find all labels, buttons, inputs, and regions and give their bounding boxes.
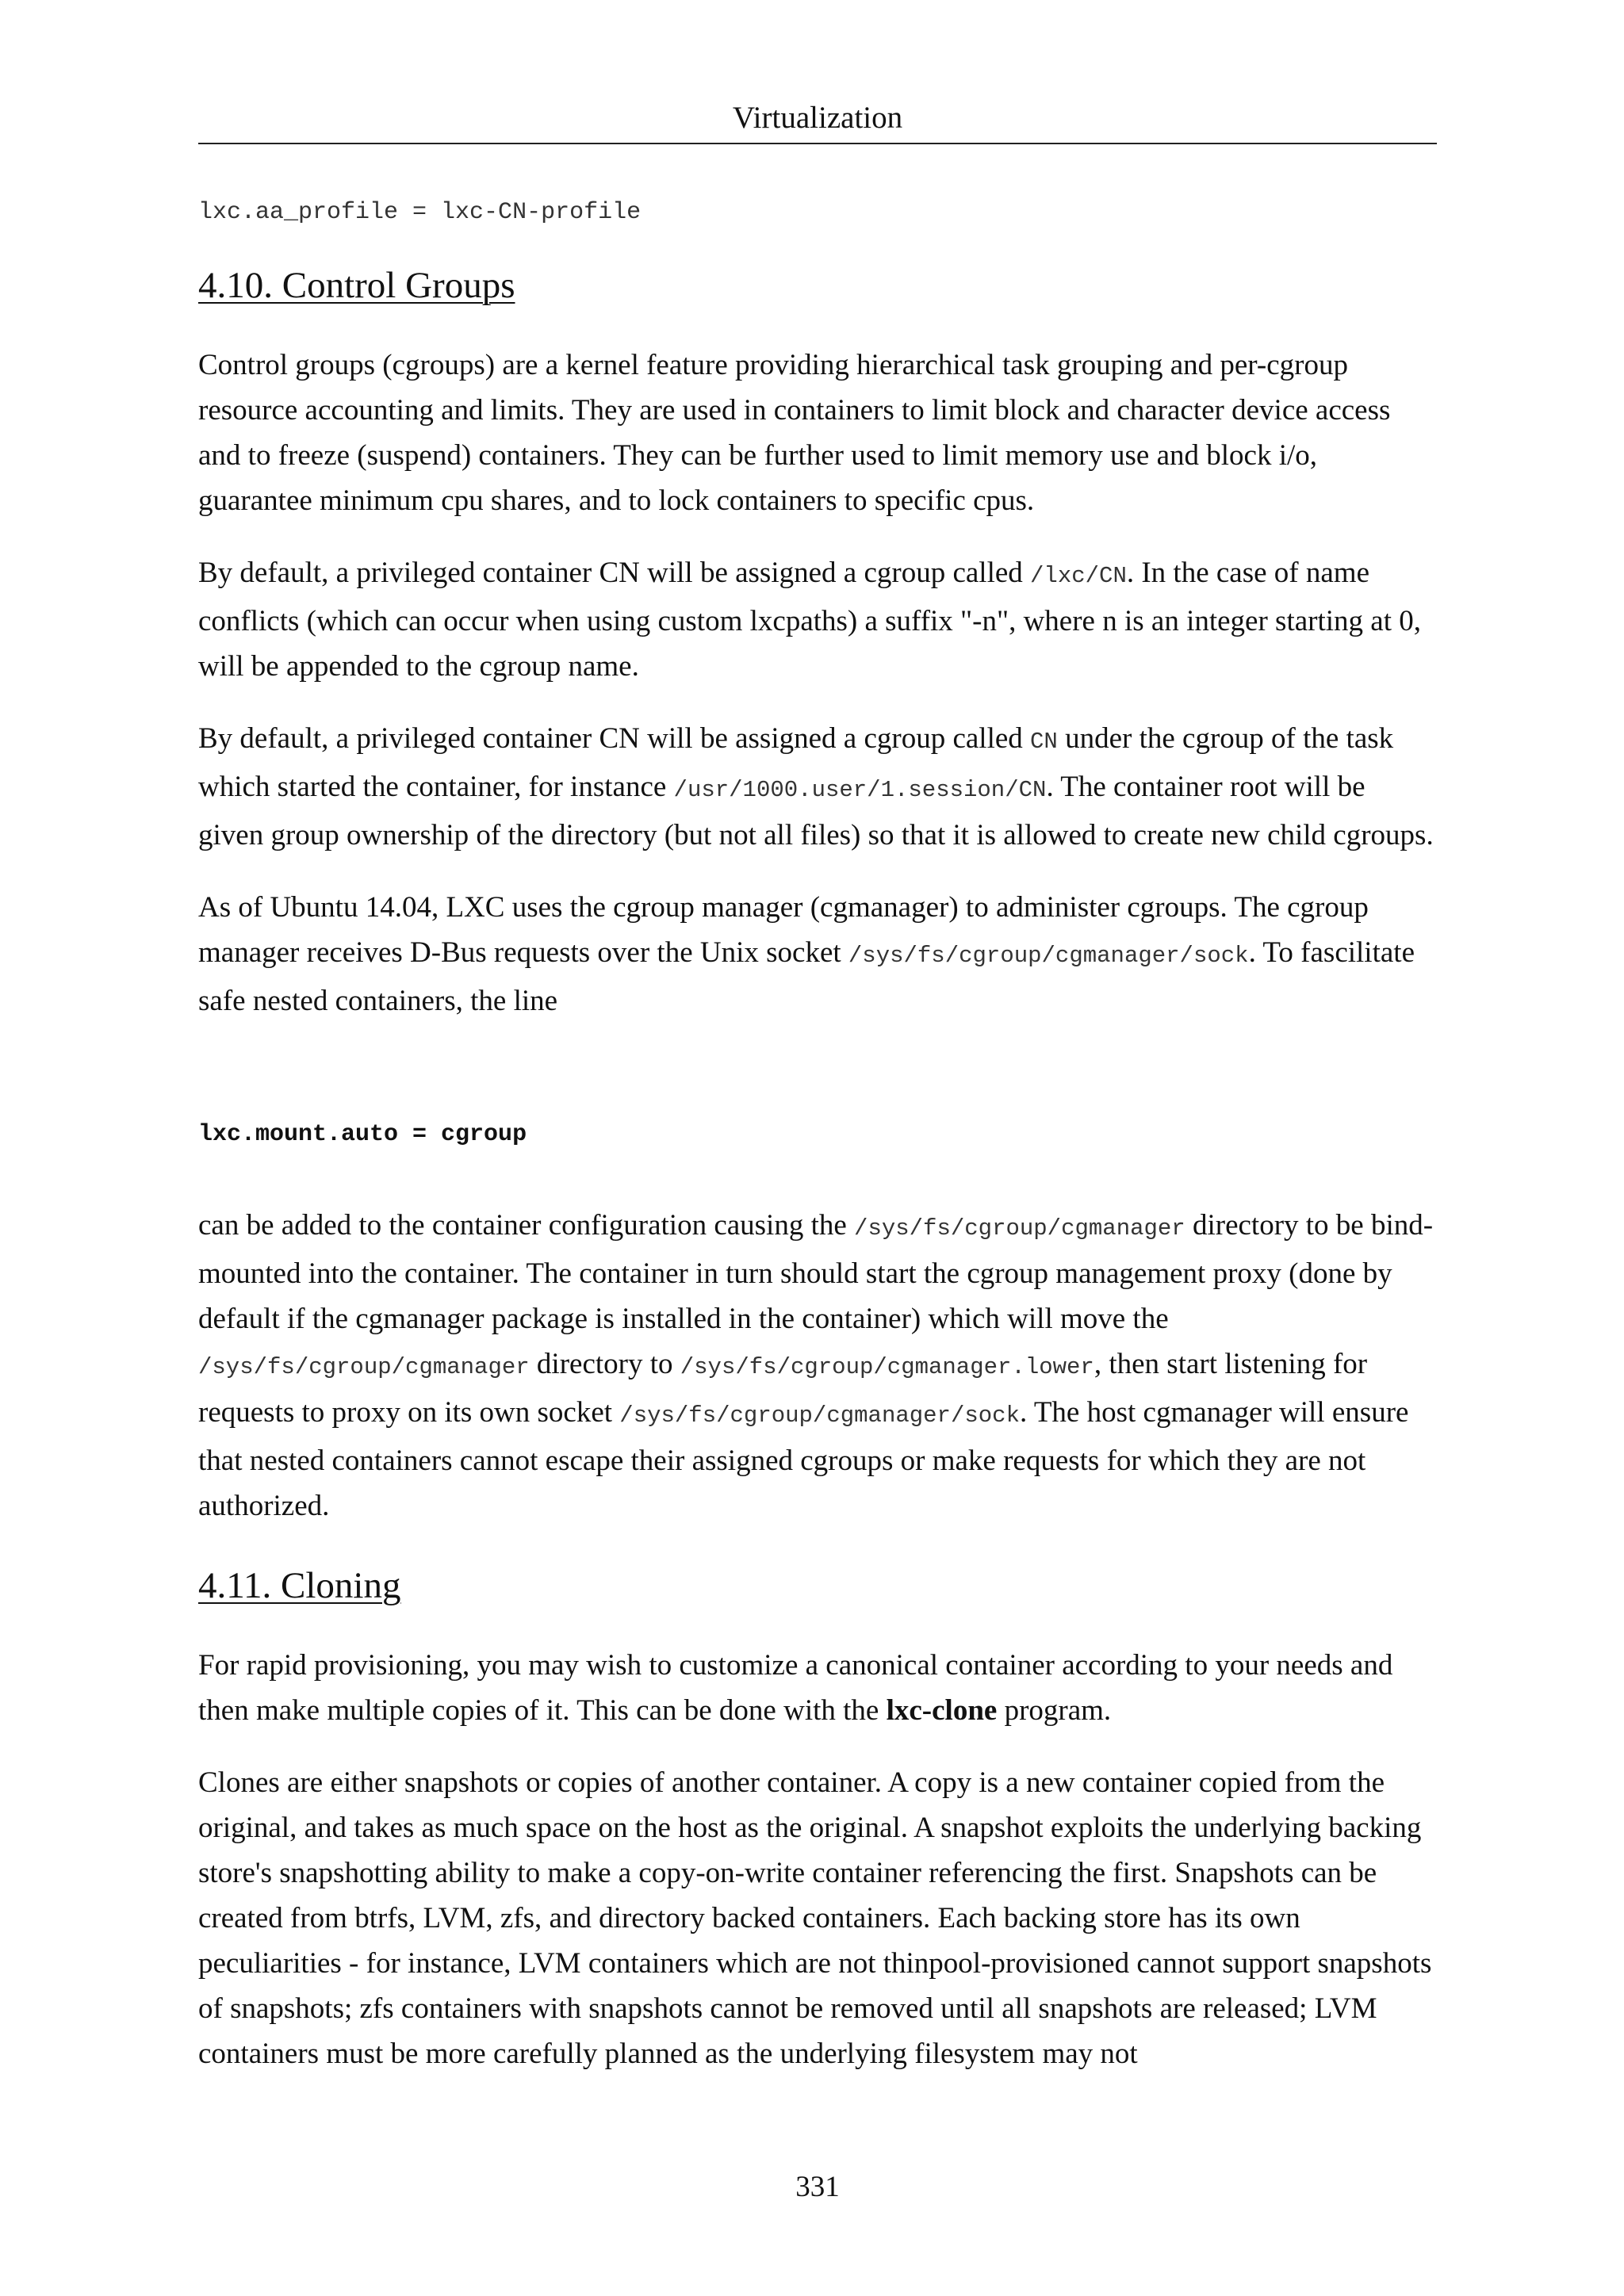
- text-run: directory to be bind-mounted into the container. The container in turn should start the cgroup management proxy (done by default if the cgmanager package is installed in the container) which will move the: [198, 1209, 1434, 1335]
- text-run: , then start listening for requests to proxy on its own socket: [198, 1348, 1368, 1429]
- text-run: . In the case of name conflicts (which can occur when using custom lxcpaths) a suffix "-n", where n is an integer starting at 0, will be appended to the cgroup name.: [198, 557, 1421, 683]
- paragraph-nested-proxy: [198, 1203, 1437, 1529]
- paragraph-privileged-cgroup: [198, 550, 1437, 689]
- inline-code-cgmanager-sock-2: /sys/fs/cgroup/cgmanager/sock: [619, 1402, 1020, 1429]
- running-header: Virtualization: [732, 101, 903, 135]
- text-run: . To fascilitate safe nested containers, the line: [198, 936, 1415, 1017]
- inline-code-cgmanager-lower: /sys/fs/cgroup/cgmanager.lower: [680, 1354, 1094, 1380]
- code-line-aa-profile: lxc.aa_profile = lxc-CN-profile: [198, 199, 642, 226]
- paragraph-clones-snapshots: Clones are either snapshots or copies of another container. A copy is a new container copied from the original, and takes as much space on the host as the original. A snapshot exploits the underlying backing store's snapshotting ability to make a copy-on-write container referencing the first. Snapshots can be created from btrfs, LVM, zfs, and directory backed containers. Each backing store has its own peculiarities - for instance, LVM containers which are not thinpool-provisioned cannot support snapshots of snapshots; zfs containers with snapshots cannot be removed until all snapshots are released; LVM containers must be more carefully planned as the underlying filesystem may not: [198, 1766, 1432, 2070]
- text-run: . The host cgmanager will ensure that nested containers cannot escape their assigned cgroups or make requests for which they are not authorized.: [198, 1396, 1409, 1522]
- document-page: [198, 0, 1437, 2296]
- text-run: directory to: [529, 1348, 680, 1380]
- paragraph-cgmanager: [198, 885, 1437, 1024]
- code-block-mount-auto: lxc.mount.auto = cgroup: [198, 1121, 527, 1148]
- inline-code-cgmanager-sock: /sys/fs/cgroup/cgmanager/sock: [848, 943, 1249, 969]
- header-rule: [198, 143, 1437, 144]
- inline-code-cgmanager-dir-2: /sys/fs/cgroup/cgmanager: [198, 1354, 530, 1380]
- inline-code-cgmanager-dir: /sys/fs/cgroup/cgmanager: [854, 1215, 1185, 1242]
- text-run: By default, a privileged container CN will be assigned a cgroup called: [198, 722, 1031, 755]
- paragraph-cgroups-intro: Control groups (cgroups) are a kernel feature providing hierarchical task grouping and per-cgroup resource accounting and limits. They are used in containers to limit block and character device access and to freeze (suspend) containers. They can be further used to limit memory use and block i/o, guarantee minimum cpu shares, and to lock containers to specific cpus.: [198, 349, 1391, 517]
- paragraph-rapid-provisioning: [198, 1643, 1437, 1733]
- command-lxc-clone: lxc-clone: [886, 1694, 998, 1727]
- paragraph-task-cgroup: [198, 716, 1437, 858]
- text-run: For rapid provisioning, you may wish to customize a canonical container according to your needs and then make multiple copies of it. This can be done with the: [198, 1649, 1393, 1727]
- text-run: As of Ubuntu 14.04, LXC uses the cgroup manager (cgmanager) to administer cgroups. The cgroup manager receives D-Bus requests over the Unix socket: [198, 891, 1369, 969]
- page-number: 331: [795, 2171, 840, 2203]
- text-run: can be added to the container configuration causing the: [198, 1209, 855, 1242]
- inline-code-lxc-cn: /lxc/CN: [1030, 563, 1127, 589]
- inline-code-cn: CN: [1030, 729, 1058, 755]
- text-run: under the cgroup of the task which started the container, for instance: [198, 722, 1394, 803]
- text-run: program.: [997, 1694, 1112, 1727]
- page-content: [198, 195, 1437, 2076]
- text-run: By default, a privileged container CN will be assigned a cgroup called: [198, 557, 1031, 589]
- section-heading-cloning: 4.11. Cloning: [198, 1565, 401, 1606]
- section-heading-control-groups: 4.10. Control Groups: [198, 265, 515, 306]
- inline-code-session-path: /usr/1000.user/1.session/CN: [673, 777, 1047, 803]
- text-run: . The container root will be given group ownership of the directory (but not all files) so that it is allowed to create new child cgroups.: [198, 771, 1434, 851]
